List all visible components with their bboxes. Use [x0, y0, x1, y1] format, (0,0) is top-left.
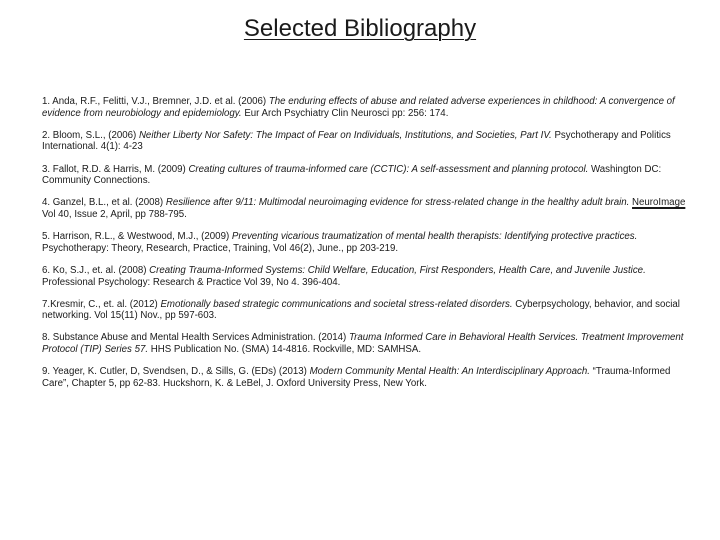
reference-title: Preventing vicarious traumatization of mental health therapists: Identifying protective practices. — [231, 231, 638, 243]
reference-authors: 2. Bloom, S.L., (2006) — [42, 129, 139, 141]
reference-authors: 9. Yeager, K. Cutler, D, Svendsen, D., & Sills, G. (EDs) (2013) — [42, 366, 310, 378]
reference-item — [42, 164, 692, 187]
reference-item — [42, 231, 692, 254]
reference-authors: 5. Harrison, R.L., & Westwood, M.J., (2009) — [42, 231, 232, 243]
reference-title: Modern Community Mental Health: An Interdisciplinary Approach. — [309, 366, 590, 378]
reference-source: Professional Psychology: Research & Practice Vol 39, No 4. 396-404. — [42, 276, 341, 288]
reference-authors: 3. Fallot, R.D. & Harris, M. (2009) — [42, 163, 189, 175]
reference-source: Eur Arch Psychiatry Clin Neurosci pp: 256: 174. — [241, 107, 449, 119]
reference-authors: 1. Anda, R.F., Felitti, V.J., Bremner, J.D. et al. (2006) — [42, 96, 269, 107]
bibliography-list — [42, 96, 692, 400]
reference-source: Cyberpsychology, behavior, and social networking. Vol 15(11) Nov., pp 597-603. — [42, 298, 680, 322]
reference-title: The enduring effects of abuse and related adverse experiences in childhood: A convergence of evidence from neurobiology and epidemiology. — [42, 96, 675, 119]
reference-title: Neither Liberty Nor Safety: The Impact of Fear on Individuals, Institutions, and Societies, Part IV. — [138, 129, 552, 141]
reference-source: HHS Publication No. (SMA) 14-4816. Rockville, MD: SAMHSA. — [148, 344, 422, 356]
reference-source: Washington DC: Community Connections. — [42, 163, 662, 187]
reference-source: Vol 40, Issue 2, April, pp 788-795. — [42, 208, 187, 220]
reference-item — [42, 366, 692, 389]
reference-item — [42, 130, 692, 153]
reference-item — [42, 197, 692, 220]
reference-source: Psychotherapy and Politics International. 4(1): 4-23 — [42, 129, 671, 153]
reference-item — [42, 332, 692, 355]
reference-item — [42, 299, 692, 322]
journal-link[interactable]: NeuroImage — [632, 197, 686, 209]
reference-source: Psychotherapy: Theory, Research, Practice, Training, Vol 46(2), June., pp 203-219. — [42, 242, 399, 254]
page-title-text: Selected Bibliography — [243, 15, 477, 42]
reference-authors: 8. Substance Abuse and Mental Health Services Administration. (2014) — [42, 332, 349, 344]
reference-title: Emotionally based strategic communications and societal stress-related disorders. — [160, 298, 513, 310]
reference-item — [42, 96, 692, 119]
reference-title: Creating cultures of trauma-informed care (CCTIC): A self-assessment and planning protocol. — [188, 163, 589, 175]
reference-authors: 7.Kresmir, C., et. al. (2012) — [42, 298, 161, 310]
reference-title: Trauma Informed Care in Behavioral Health Services. Treatment Improvement Protocol (TIP) Series 57. — [42, 332, 684, 356]
reference-title: Resilience after 9/11: Multimodal neuroimaging evidence for stress-related change in the healthy adult brain. — [165, 197, 630, 209]
page-title — [0, 14, 720, 44]
reference-item — [42, 265, 692, 288]
reference-title: Creating Trauma-Informed Systems: Child Welfare, Education, First Responders, Health Care, and Juvenile Justice. — [149, 264, 646, 276]
reference-authors: 4. Ganzel, B.L., et al. (2008) — [42, 197, 166, 209]
reference-source: “Trauma-Informed Care”, Chapter 5, pp 62-83. Huckshorn, K. & LeBel, J. Oxford University Press, New York. — [42, 366, 671, 389]
reference-authors: 6. Ko, S.J., et. al. (2008) — [42, 264, 150, 276]
